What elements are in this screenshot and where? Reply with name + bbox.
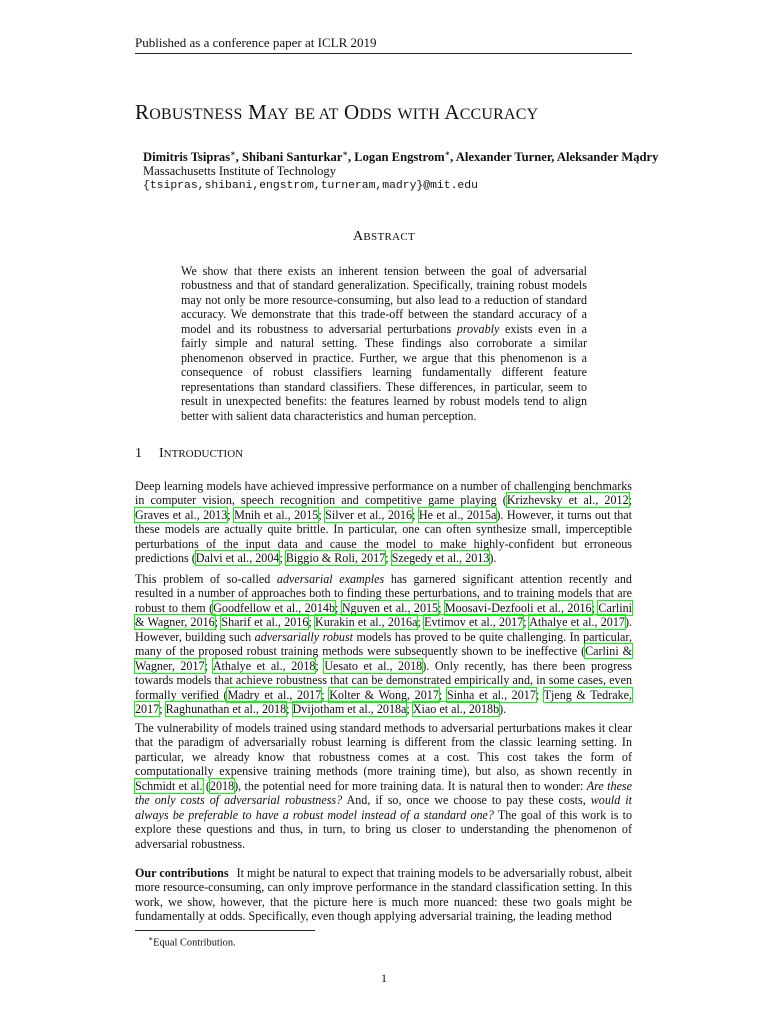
citation-link[interactable]: He et al., 2015a: [418, 507, 497, 522]
citation-link[interactable]: Evtimov et al., 2017: [424, 615, 524, 630]
running-header: Published as a conference paper at ICLR 2019: [135, 35, 377, 50]
citation-link[interactable]: Biggio & Roli, 2017: [285, 551, 386, 566]
citation-link[interactable]: Dvijotham et al., 2018a: [292, 702, 407, 717]
citation-link[interactable]: Athalye et al., 2017: [529, 615, 625, 630]
citation-link[interactable]: Uesato et al., 2018: [324, 658, 423, 673]
affiliation: Massachusetts Institute of Technology: [143, 164, 337, 178]
paragraph-1: Deep learning models have achieved impressive performance on a number of challenging benchmarks in computer vision, speech recognition and competitive game playing (Krizhevsky et al., 2012; Graves et al., 2013; Mnih et al., 2015; Silver et al., 2016; He et al., 2015a). However, it turns out that these models are actually quite brittle. In particular, one can often synthesize small, imperceptible perturbations of the input data and cause the model to make highly-confident but erroneous predictions (Dalvi et al., 2004; Biggio & Roli, 2017; Szegedy et al., 2013).: [135, 479, 633, 566]
footnote-rule: [135, 930, 315, 931]
citation-link[interactable]: Nguyen et al., 2015: [341, 600, 439, 615]
author-emails: {tsipras,shibani,engstrom,turneram,madry}@mit.edu: [143, 180, 478, 192]
paper-title: ROBUSTNESS MAY BE AT ODDS WITH ACCURACY: [135, 100, 539, 124]
citation-link[interactable]: Dalvi et al., 2004: [195, 551, 280, 566]
paragraph-2: This problem of so-called adversarial examples has garnered significant attention recently and resulted in a number of approaches both to finding these perturbations, and to training models that are robust to them (Goodfellow et al., 2014b; Nguyen et al., 2015; Moosavi-Dezfooli et al., 2016; Carlini & Wagner, 2016; Sharif et al., 2016; Kurakin et al., 2016a; Evtimov et al., 2017; Athalye et al., 2017). However, building such adversarially robust models has proved to be quite challenging. In particular, many of the proposed robust training methods were subsequently shown to be ineffective (Carlini & Wagner, 2017; Athalye et al., 2018; Uesato et al., 2018). Only recently, has there been progress towards models that achieve robustness that can be demonstrated empirically and, in some cases, even formally verified (Madry et al., 2017; Kolter & Wong, 2017; Sinha et al., 2017; Tjeng & Tedrake, 2017; Raghunathan et al., 2018; Dvijotham et al., 2018a; Xiao et al., 2018b).: [135, 572, 633, 717]
citation-link[interactable]: Krizhevsky et al., 2012: [506, 493, 629, 508]
abstract-text: We show that there exists an inherent tension between the goal of adversarial robustness and that of standard generalization. Specifically, training robust models may not only be more resource-consuming, but also lead to a reduction of standard accuracy. We demonstrate that this trade-off between the standard accuracy of a model and its robustness to adversarial perturbations provably exists even in a fairly simple and natural setting. These findings also corroborate a similar phenomenon observed in practice. Further, we argue that this phenomenon is a consequence of robust classifiers learning fundamentally different feature representations than standard classifiers. These differences, in particular, seem to result in unexpected benefits: the features learned by robust models tend to align better with salient data characteristics and human perception.: [181, 264, 588, 423]
paragraph-3: The vulnerability of models trained using standard methods to adversarial perturbations makes it clear that the paradigm of adversarially robust learning is different from the classic learning setting. In particular, we already know that robustness comes at a cost. This cost takes the form of computationally expensive training methods (more training time), but also, as shown recently in Schmidt et al. (2018), the potential need for more training data. It is natural then to wonder: Are these the only costs of adversarial robustness? And, if so, once we choose to pay these costs, would it always be preferable to have a robust model instead of a standard one? The goal of this work is to explore these questions and thus, in turn, to bring us closer to understanding the phenomenon of adversarial robustness.: [135, 721, 633, 851]
paragraph-4: Our contributions It might be natural to expect that training models to be adversarially robust, albeit more resource-consuming, can only improve performance in the standard classification setting. In this work, we show, however, that the picture here is much more nuanced: these two goals might be fundamentally at odds. Specifically, even though applying adversarial training, the leading method: [135, 866, 632, 924]
citation-link[interactable]: 2018: [209, 778, 235, 793]
contributions-heading: Our contributions: [135, 866, 229, 880]
citation-link[interactable]: Silver et al., 2016: [325, 507, 413, 522]
citation-link[interactable]: Graves et al., 2013: [135, 507, 228, 522]
citation-link[interactable]: Moosavi-Dezfooli et al., 2016: [444, 600, 592, 615]
citation-link[interactable]: Schmidt et al.: [135, 778, 203, 793]
abstract-heading: ABSTRACT: [352, 229, 416, 244]
citation-link[interactable]: Kurakin et al., 2016a: [315, 615, 418, 630]
citation-link[interactable]: Sinha et al., 2017: [446, 687, 536, 702]
header-rule: [135, 53, 632, 54]
citation-link[interactable]: Xiao et al., 2018b: [412, 702, 500, 717]
citation-link[interactable]: Goodfellow et al., 2014b: [213, 600, 335, 615]
citation-link[interactable]: Mnih et al., 2015: [234, 507, 319, 522]
citation-link[interactable]: Carlini & Wagner, 2016: [135, 600, 633, 630]
citation-link[interactable]: Kolter & Wong, 2017: [329, 687, 439, 702]
citation-link[interactable]: Carlini & Wagner, 2017: [135, 644, 632, 673]
citation-link[interactable]: Raghunathan et al., 2018: [165, 702, 287, 717]
citation-link[interactable]: Madry et al., 2017: [227, 687, 322, 702]
citation-link[interactable]: Tjeng & Tedrake, 2017: [135, 687, 633, 717]
citation-link[interactable]: Sharif et al., 2016: [221, 615, 309, 630]
page-number: 1: [381, 971, 387, 985]
section-heading-introduction: 1 INTRODUCTION: [135, 446, 244, 461]
citation-link[interactable]: Athalye et al., 2018: [212, 658, 316, 673]
footnote: ∗Equal Contribution.: [148, 934, 236, 949]
citation-link[interactable]: Szegedy et al., 2013: [391, 551, 490, 566]
author-list: Dimitris Tsipras∗, Shibani Santurkar∗, Logan Engstrom∗, Alexander Turner, Aleksander Mądry: [143, 149, 659, 165]
